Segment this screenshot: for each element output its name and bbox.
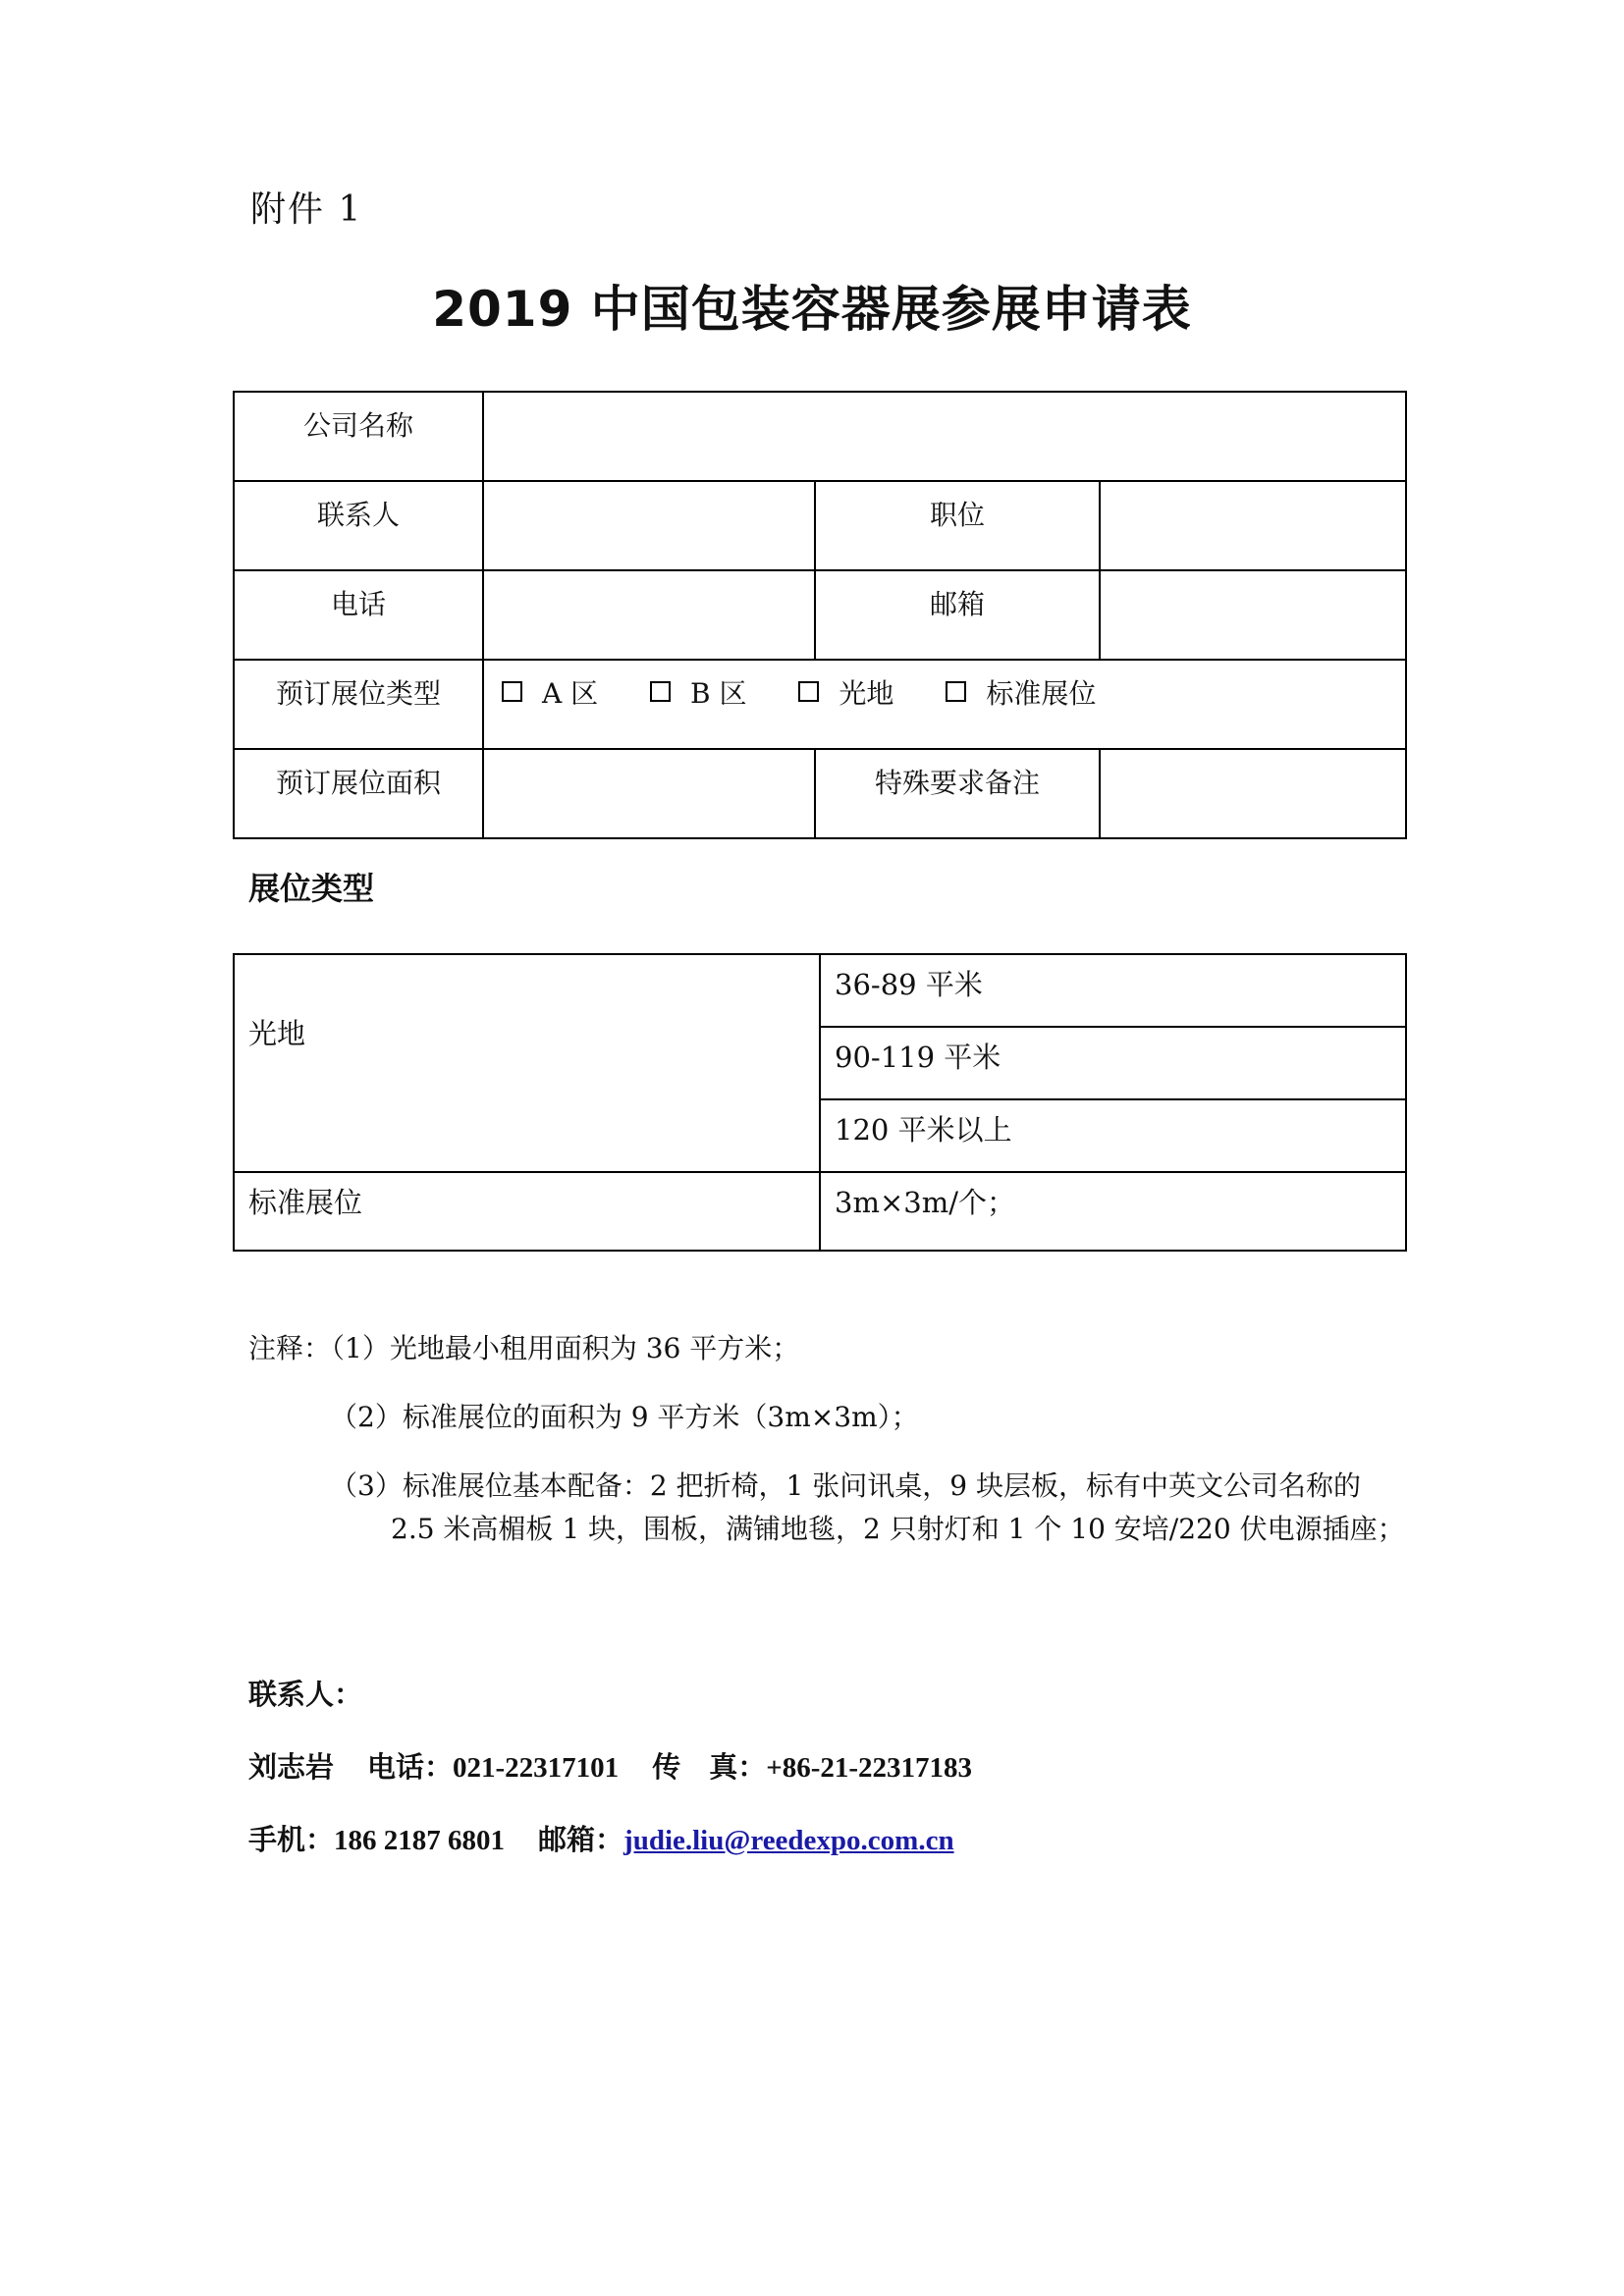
booth-option-a-label: A 区 — [542, 677, 599, 710]
raw-space-size-2: 90-119 平米 — [820, 1027, 1406, 1099]
contact-phone: 电话：021-22317101 — [367, 1752, 620, 1784]
note-3: （3）标准展位基本配备：2 把折椅，1 张问讯桌，9 块层板，标有中英文公司名称的 — [330, 1469, 1361, 1502]
note-1: 注释：（1）光地最小租用面积为 36 平方米； — [248, 1332, 800, 1364]
booth-type-row — [234, 660, 1406, 749]
email-field[interactable] — [1100, 570, 1406, 660]
contact-email-link[interactable]: judie.liu@reedexpo.com.cn — [623, 1825, 954, 1856]
note-3-continued: 2.5 米高楣板 1 块，围板，满铺地毯，2 只射灯和 1 个 10 安培/220 伏电源插座； — [391, 1513, 1405, 1545]
application-form-table — [233, 391, 1407, 839]
checkbox-icon[interactable] — [650, 681, 671, 702]
contact-person-field[interactable] — [483, 481, 815, 570]
booth-option-standard-label: 标准展位 — [986, 677, 1097, 710]
email-label: 邮箱 — [815, 570, 1100, 660]
checkbox-icon[interactable] — [798, 681, 819, 702]
company-name-label: 公司名称 — [234, 392, 483, 481]
special-requirements-field[interactable] — [1100, 749, 1406, 838]
phone-label: 电话 — [234, 570, 483, 660]
contact-section — [248, 1659, 972, 1877]
raw-space-size-3: 120 平米以上 — [820, 1099, 1406, 1172]
contact-email-label: 邮箱： — [538, 1825, 624, 1856]
raw-space-row — [234, 954, 1406, 1027]
company-name-row — [234, 392, 1406, 481]
standard-booth-label: 标准展位 — [234, 1172, 820, 1251]
raw-space-size-1: 36-89 平米 — [820, 954, 1406, 1027]
contact-line-2 — [248, 1804, 972, 1877]
booth-option-standard[interactable] — [946, 672, 1096, 712]
booth-option-a[interactable] — [502, 672, 598, 712]
special-requirements-label: 特殊要求备注 — [815, 749, 1100, 838]
phone-email-row — [234, 570, 1406, 660]
booth-type-options — [483, 660, 1406, 749]
booth-option-raw-space-label: 光地 — [839, 677, 894, 710]
notes-section — [248, 1327, 1405, 1551]
company-name-field[interactable] — [483, 392, 1406, 481]
booth-area-field[interactable] — [483, 749, 815, 838]
booth-area-row — [234, 749, 1406, 838]
booth-area-label: 预订展位面积 — [234, 749, 483, 838]
contact-mobile: 手机：186 2187 6801 — [248, 1825, 506, 1856]
booth-types-table — [233, 953, 1407, 1252]
contact-name: 刘志岩 — [248, 1752, 335, 1784]
booth-type-label: 预订展位类型 — [234, 660, 483, 749]
checkbox-icon[interactable] — [502, 681, 522, 702]
contact-fax: 传 真：+86-21-22317183 — [652, 1752, 973, 1784]
note-2: （2）标准展位的面积为 9 平方米（3m×3m）； — [330, 1401, 919, 1433]
booth-option-b[interactable] — [650, 672, 746, 712]
contact-person-label: 联系人 — [234, 481, 483, 570]
contact-heading: 联系人： — [248, 1680, 363, 1711]
booth-option-raw-space[interactable] — [798, 672, 893, 712]
position-field[interactable] — [1100, 481, 1406, 570]
checkbox-icon[interactable] — [946, 681, 966, 702]
booth-types-heading: 展位类型 — [248, 870, 375, 907]
attachment-label: 附件 1 — [250, 189, 363, 230]
position-label: 职位 — [815, 481, 1100, 570]
booth-option-b-label: B 区 — [690, 677, 747, 710]
standard-booth-row — [234, 1172, 1406, 1251]
page-title: 2019 中国包装容器展参展申请表 — [432, 281, 1192, 338]
phone-field[interactable] — [483, 570, 815, 660]
standard-booth-size: 3m×3m/个； — [820, 1172, 1406, 1251]
raw-space-label: 光地 — [234, 954, 820, 1172]
contact-line-1 — [248, 1732, 972, 1804]
contact-row — [234, 481, 1406, 570]
